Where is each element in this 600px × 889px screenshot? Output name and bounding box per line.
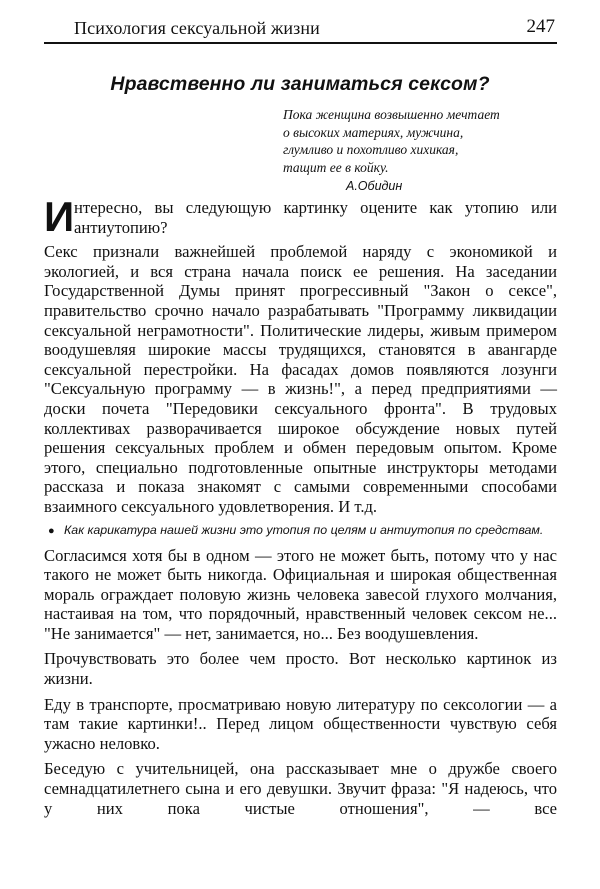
first-paragraph [44, 193, 557, 240]
running-header [44, 16, 557, 42]
caption-text: Как карикатура нашей жизни это утопия по целям и антиутопия по средствам. [64, 522, 544, 537]
body-text [44, 193, 557, 824]
page-number: 247 [526, 16, 555, 37]
epigraph-line: тащит ее в койку. [283, 159, 389, 175]
header-rule [44, 42, 557, 44]
epigraph-line: Пока женщина возвышенно мечтает [283, 107, 500, 122]
paragraph-5: Еду в транспорте, просматриваю новую литературу по сексологии — а там такие картинки!.. Перед лицом общественности чувствую себя ужасно неловко. [44, 694, 557, 753]
epigraph-line: о высоких материях, мужчина, [283, 124, 464, 140]
epigraph-line: глумливо и похотливо хихикая, [283, 142, 459, 157]
paragraph-6: Беседую с учительницей, она рассказывает мне о дружбе своего семнадцатилетнего сына и его девушки. Звучит фраза: "Я надеюсь, что у них пока чистые отношения", — все [44, 759, 557, 818]
paragraph-3: Согласимся хотя бы в одном — этого не может быть, потому что у нас такого не может быть никогда. Официальная и широкая общественная мораль ограждает половую жизнь человека завесой глухого молчания, настаивая на том, что порядочный, нравственный человек сексом не... "Не занимается" — нет, занимается, но... Без воодушевления. [44, 545, 557, 643]
epigraph-author: А.Обидин [346, 179, 403, 193]
book-title: Психология сексуальной жизни [74, 18, 320, 38]
chapter-title: Нравственно ли заниматься сексом? [110, 73, 490, 95]
bullet-icon: ● [48, 524, 55, 537]
paragraph-4: Прочувствовать это более чем просто. Вот несколько картинок из жизни. [44, 649, 557, 689]
epigraph [283, 106, 563, 196]
drop-cap: И [44, 193, 75, 240]
paragraph-2: Секс признали важнейшей проблемой наряду с экономикой и экологией, и вся страна начала поиск ее решения. На заседании Государственной Думы принят прогрессивный "Закон о сексе", правительство срочно начало разрабатывать "Программу ликвидации сексуальной неграмотности". Политические лидеры, живым примером воодушевляя широкие массы трудящихся, становятся в авангарде сексуальной перестройки. На фасадах домов появляются лозунги "Сексуальную программу — в жизнь!", а перед предприятиями — доски почета "Передовики сексуального фронта". В трудовых коллективах разворачивается широкое обсуждение новых путей решения сексуальных проблем и обмен передовым опытом. Кроме этого, специально подготовленные опытные инструкторы методами рассказа и показа знакомят с самыми современными способами взаимного сексуального удовлетворения. И т.д. [44, 242, 557, 516]
figure-caption [44, 523, 557, 538]
first-paragraph-text: нтересно, вы следующую картинку оцените как утопию или антиутопию? [74, 198, 557, 237]
